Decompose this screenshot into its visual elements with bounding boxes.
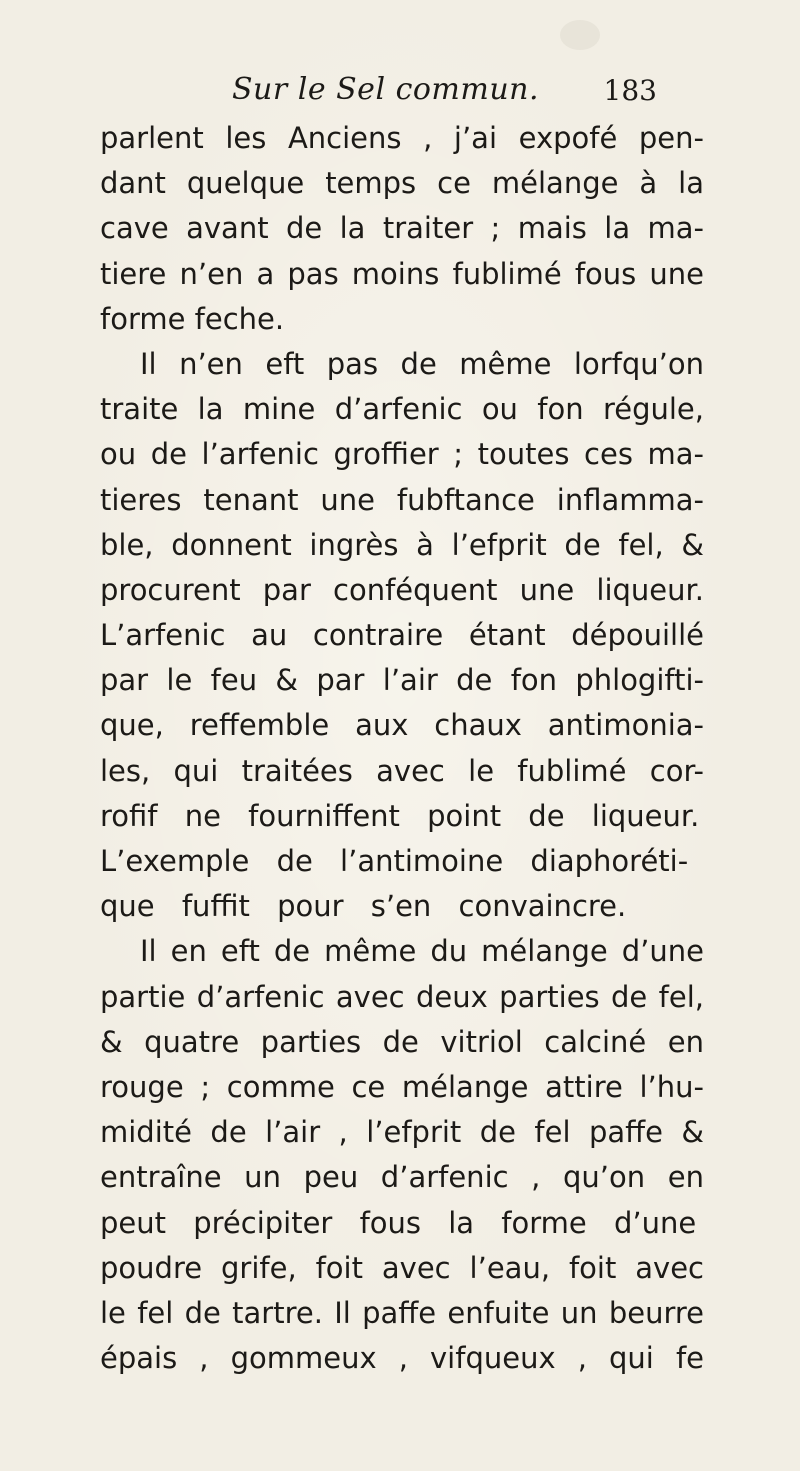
page-number: 183 — [603, 74, 657, 107]
text-line: que fuffit pour s’en convaincre. — [100, 889, 627, 924]
paper-stain — [560, 20, 600, 50]
text-line: poudre grife, foit avec l’eau, foit avec — [100, 1250, 704, 1285]
text-line: Il n’en eft pas de même lorfqu’on — [140, 346, 704, 381]
text-line: ou de l’arfenic groffier ; toutes ces ma- — [100, 437, 704, 472]
text-line: les, qui traitées avec le fublimé cor- — [100, 753, 704, 788]
text-line: procurent par conféquent une liqueur. — [100, 572, 704, 607]
text-line: épais , gommeux , vifqueux , qui fe — [100, 1341, 704, 1376]
text-line: parlent les Anciens , j’ai expofé pen- — [100, 121, 704, 155]
text-line: entraîne un peu d’arfenic , qu’on en — [100, 1160, 704, 1195]
text-line: L’arfenic au contraire étant dépouillé — [100, 618, 704, 653]
text-line: ble, donnent ingrès à l’efprit de fel, & — [100, 527, 704, 562]
text-line: tieres tenant une fubftance inflamma- — [100, 482, 704, 517]
text-line: rofif ne fourniffent point de liqueur. — [100, 798, 700, 833]
text-line: cave avant de la traiter ; mais la ma- — [100, 211, 704, 246]
text-line: peut précipiter fous la forme d’une — [100, 1205, 697, 1240]
page-header — [232, 72, 657, 120]
text-line: L’exemple de l’antimoine diaphoréti- — [100, 844, 689, 878]
body-text — [100, 116, 704, 1381]
text-line: tiere n’en a pas moins fublimé fous une — [100, 256, 704, 291]
text-line: par le feu & par l’air de fon phlogifti- — [100, 663, 704, 698]
text-line: le fel de tartre. Il paffe enfuite un beurre — [100, 1295, 704, 1330]
text-line: & quatre parties de vitriol calciné en — [100, 1024, 704, 1059]
text-line: partie d’arfenic avec deux parties de fel, — [100, 979, 704, 1014]
text-line: que, reffemble aux chaux antimonia- — [100, 708, 704, 743]
running-title: Sur le Sel commun. — [232, 72, 540, 107]
text-line: midité de l’air , l’efprit de fel paffe & — [100, 1115, 704, 1150]
text-line: traite la mine d’arfenic ou fon régule, — [100, 392, 704, 427]
text-line: forme feche. — [100, 301, 285, 336]
text-line: Il en eft de même du mélange d’une — [140, 934, 704, 969]
text-line: rouge ; comme ce mélange attire l’hu- — [100, 1069, 704, 1104]
text-line: dant quelque temps ce mélange à la — [100, 166, 704, 201]
